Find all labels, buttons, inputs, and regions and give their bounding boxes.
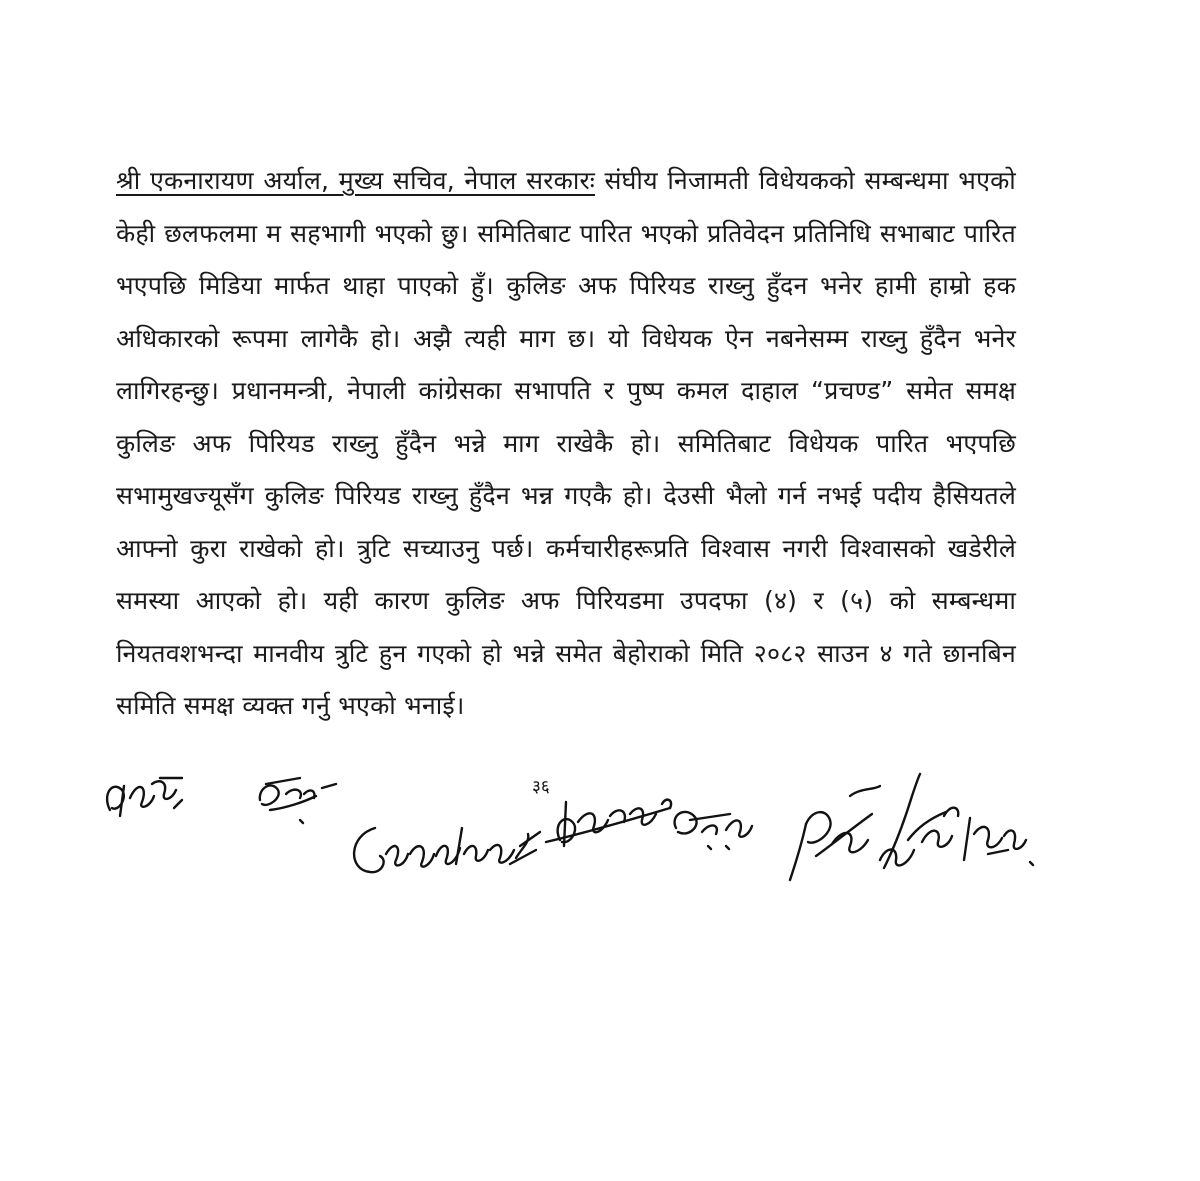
page-number-mark: ३६ [532,777,550,797]
signatures-drawing [90,750,1050,910]
statement-paragraph [116,155,1016,733]
signature-6 [964,818,1033,865]
signature-block [90,750,1050,910]
statement-text: संघीय निजामती विधेयकको सम्बन्धमा भएको केही छलफलमा म सहभागी भएको छु। समितिबाट पारित भएको प्रतिवेदन प्रतिनिधि सभाबाट पारित भएपछि मिडिया मार्फत थाहा पाएको हुँ। कुलिङ अफ पिरियड राख्नु हुँदन भनेर हामी हाम्रो हक अधिकारको रूपमा लागेकै हो। अझै त्यही माग छ। यो विधेयक ऐन नबनेसम्म राख्नु हुँदैन भनेर लागिरहन्छु। प्रधानमन्त्री, नेपाली कांग्रेसका सभापति र पुष्प कमल दाहाल “प्रचण्ड” समेत समक्ष कुलिङ अफ पिरियड राख्नु हुँदैन भन्ने माग राखेकै हो। समितिबाट विधेयक पारित भएपछि सभामुखज्यूसँग कुलिङ पिरियड राख्नु हुँदैन भन्न गएकै हो। देउसी भैलो गर्न नभई पदीय हैसियतले आफ्नो कुरा राखेको हो। त्रुटि सच्याउनु पर्छ। कर्मचारीहरूप्रति विश्वास नगरी विश्वासको खडेरीले समस्या आएको हो। यही कारण कुलिङ अफ पिरियडमा उपदफा (४) र (५) को सम्बन्धमा नियतवशभन्दा मानवीय त्रुटि हुन गएको हो भन्ने समेत बेहोराको मिति २०८२ साउन ४ गते छानबिन समिति समक्ष व्यक्त गर्नु भएको भनाई। [116,166,1016,720]
signature-3 [354,828,540,872]
speaker-heading: श्री एकनारायण अर्याल, मुख्य सचिव, नेपाल सरकार [116,166,595,195]
signature-4 [532,777,752,849]
signature-2 [260,778,336,823]
signature-1 [107,778,182,816]
signature-5 [790,774,958,880]
